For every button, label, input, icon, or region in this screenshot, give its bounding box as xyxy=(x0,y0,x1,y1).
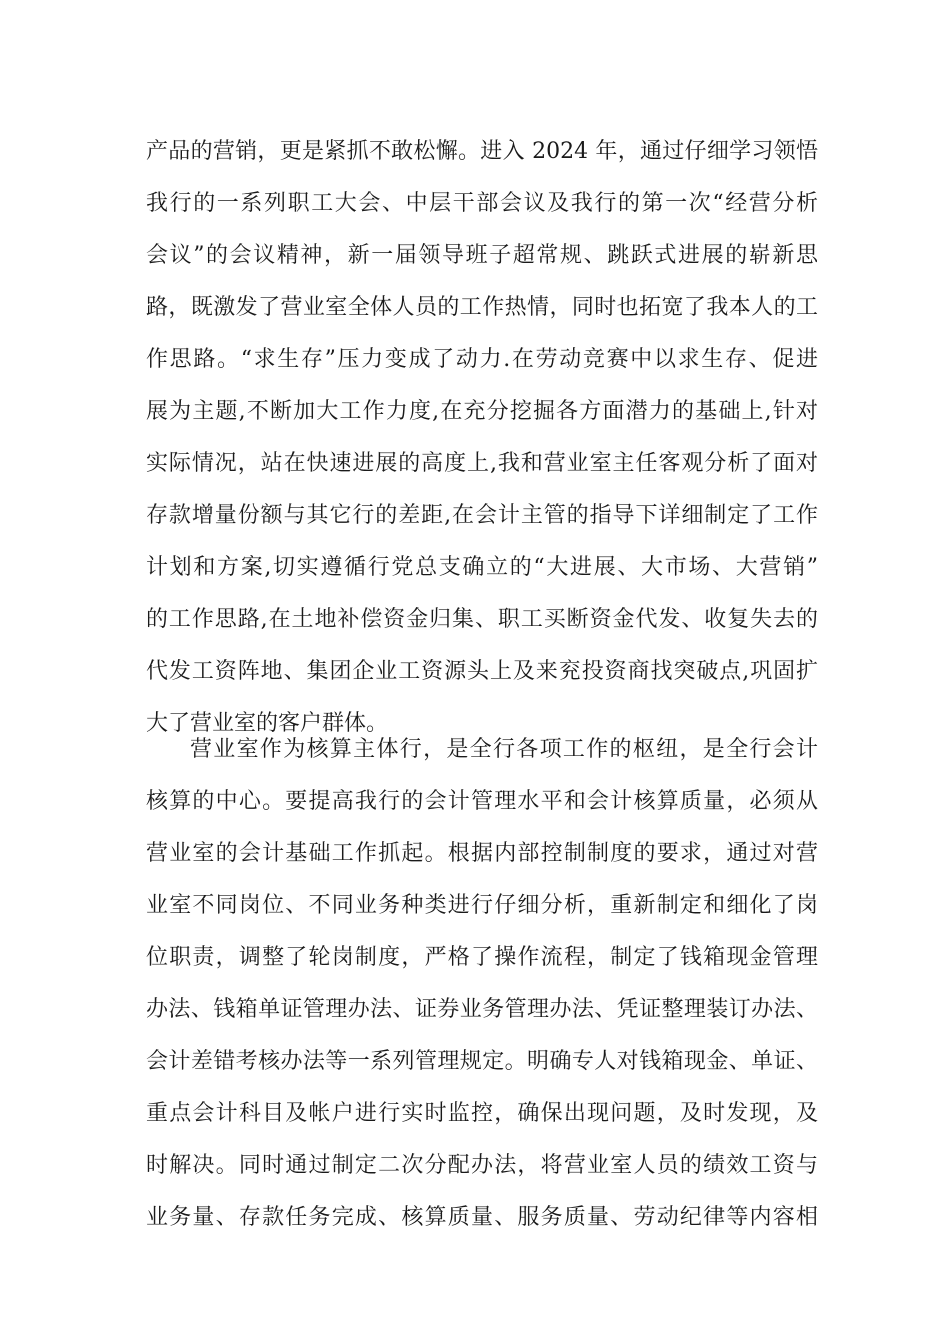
paragraph-line: 会计差错考核办法等一系列管理规定。明确专人对钱箱现金、单证、 xyxy=(146,1049,818,1074)
paragraph-line: 会议”的会议精神，新一届领导班子超常规、跳跃式进展的崭新思 xyxy=(146,243,818,268)
paragraph-line: 计划和方案,切实遵循行党总支确立的“大进展、大市场、大营销” xyxy=(146,555,818,580)
paragraph-1 xyxy=(146,126,818,750)
paragraph-2 xyxy=(146,724,818,1244)
paragraph-line: 时解决。同时通过制定二次分配办法，将营业室人员的绩效工资与 xyxy=(146,1153,818,1178)
paragraph-line: 营业室作为核算主体行，是全行各项工作的枢纽，是全行会计 xyxy=(190,737,818,762)
paragraph-line: 产品的营销，更是紧抓不敢松懈。进入 2024 年，通过仔细学习领悟 xyxy=(146,139,818,164)
paragraph-line: 路，既激发了营业室全体人员的工作热情，同时也拓宽了我本人的工 xyxy=(146,295,818,320)
paragraph-line: 重点会计科目及帐户进行实时监控，确保出现问题，及时发现，及 xyxy=(146,1101,818,1126)
paragraph-line: 业室不同岗位、不同业务种类进行仔细分析，重新制定和细化了岗 xyxy=(146,893,818,918)
paragraph-line: 大了营业室的客户群体。 xyxy=(146,711,389,736)
paragraph-line: 展为主题,不断加大工作力度,在充分挖掘各方面潜力的基础上,针对 xyxy=(146,399,818,424)
paragraph-line: 的工作思路,在土地补偿资金归集、职工买断资金代发、收复失去的 xyxy=(146,607,818,632)
paragraph-line: 实际情况，站在快速进展的高度上,我和营业室主任客观分析了面对 xyxy=(146,451,818,476)
paragraph-line: 位职责，调整了轮岗制度，严格了操作流程，制定了钱箱现金管理 xyxy=(146,945,818,970)
paragraph-line: 作思路。“求生存”压力变成了动力.在劳动竞赛中以求生存、促进 xyxy=(146,347,818,372)
paragraph-line: 代发工资阵地、集团企业工资源头上及来兖投资商找突破点,巩固扩 xyxy=(146,659,818,684)
paragraph-line: 核算的中心。要提高我行的会计管理水平和会计核算质量，必须从 xyxy=(146,789,818,814)
paragraph-line: 营业室的会计基础工作抓起。根据内部控制制度的要求，通过对营 xyxy=(146,841,818,866)
paragraph-line: 办法、钱箱单证管理办法、证券业务管理办法、凭证整理装订办法、 xyxy=(146,997,818,1022)
paragraph-line: 存款增量份额与其它行的差距,在会计主管的指导下详细制定了工作 xyxy=(146,503,818,528)
paragraph-line: 我行的一系列职工大会、中层干部会议及我行的第一次“经营分析 xyxy=(146,191,818,216)
paragraph-line: 业务量、存款任务完成、核算质量、服务质量、劳动纪律等内容相 xyxy=(146,1205,818,1230)
